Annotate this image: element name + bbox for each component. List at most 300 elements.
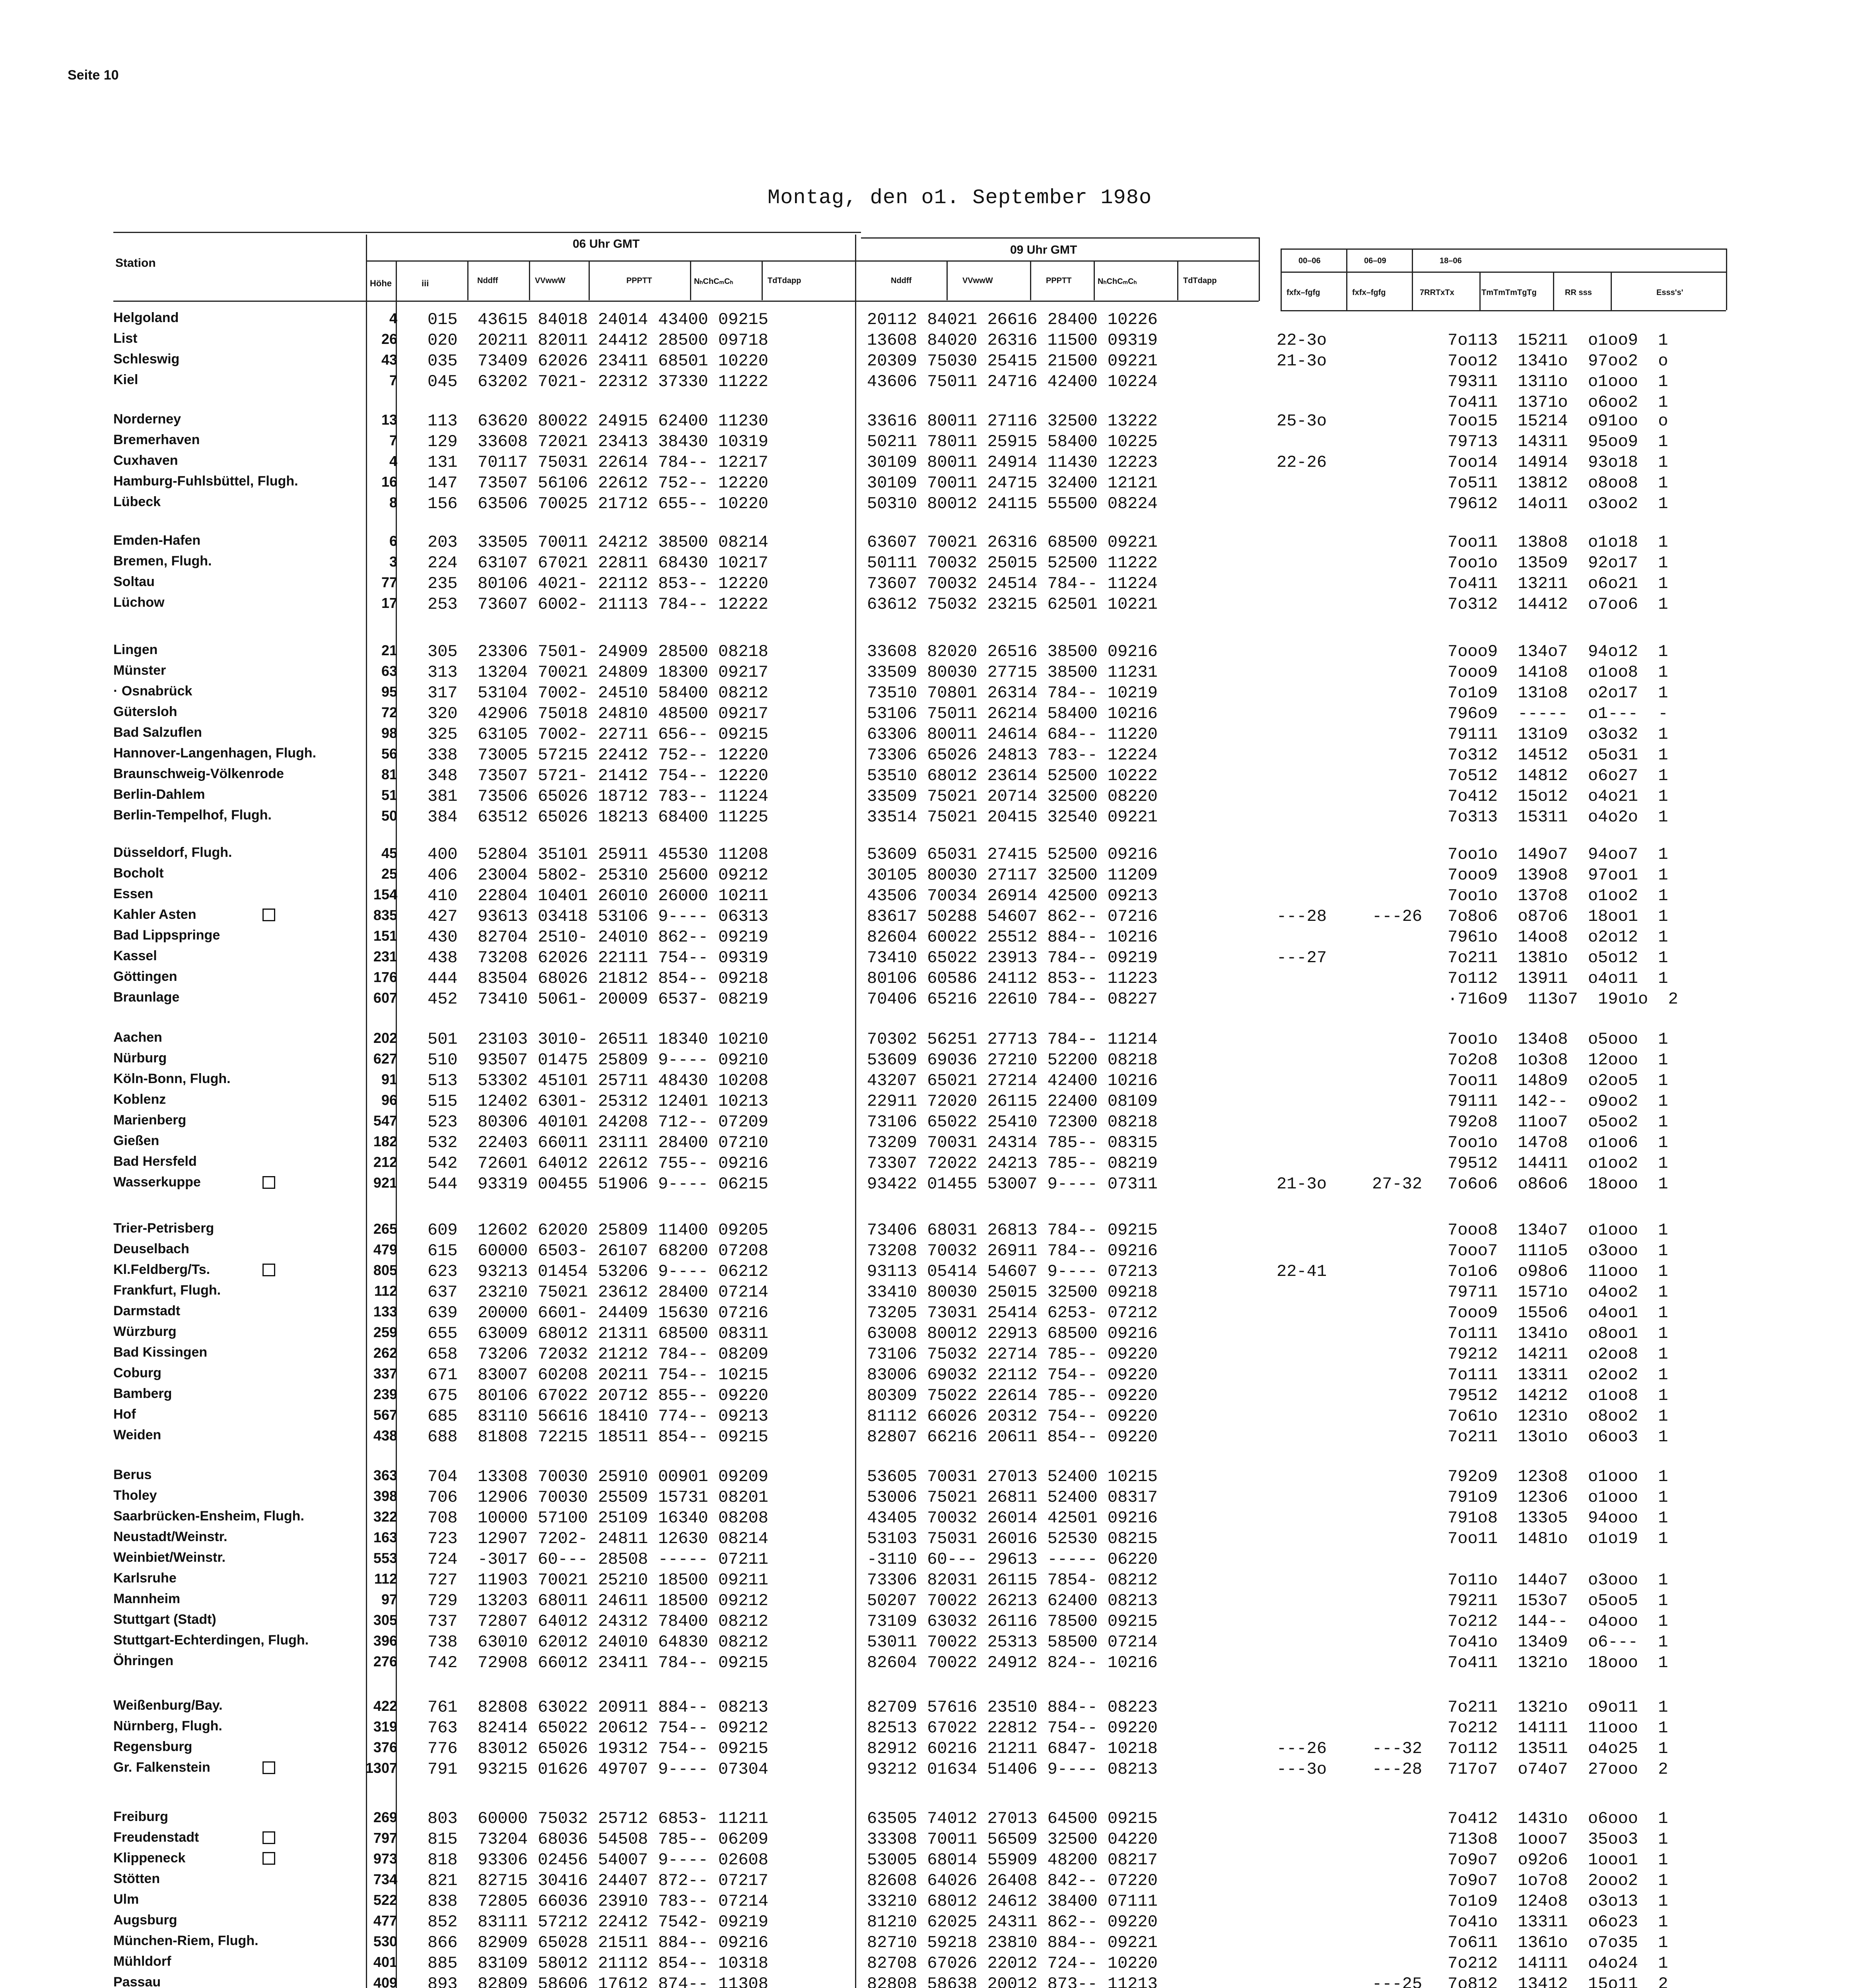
obs-09-utc: 63607 70021 26316 68500 09221 (867, 533, 1158, 552)
station-name: Soltau (113, 574, 155, 589)
obs-09-utc: 33608 82020 26516 38500 09216 (867, 642, 1158, 661)
obs-09-utc: -3110 60--- 29613 ----- 06220 (867, 1550, 1158, 1569)
obs-06-utc: 658 73206 72032 21212 784-- 08209 (428, 1345, 768, 1364)
obs-06-utc: 203 33505 70011 24212 38500 08214 (428, 533, 768, 552)
station-height: 151 (373, 928, 397, 944)
obs-18-06: 7ooo9 155o6 o4oo1 1 (1448, 1303, 1668, 1322)
mountain-station-marker-icon (262, 1852, 275, 1865)
obs-09-utc: 63505 74012 27013 64500 09215 (867, 1809, 1158, 1828)
obs-06-utc: 738 63010 62012 24010 64830 08212 (428, 1633, 768, 1652)
obs-06-utc: 338 73005 57215 22412 752-- 12220 (428, 746, 768, 765)
table-row (0, 886, 1860, 906)
obs-09-utc: 53103 75031 26016 52530 08215 (867, 1529, 1158, 1548)
station-height: 401 (373, 1954, 397, 1970)
station-height: 96 (381, 1092, 397, 1108)
obs-18-06: 7o212 14111 o4o24 1 (1448, 1954, 1668, 1973)
table-row (0, 553, 1860, 573)
obs-18-06: 7o511 13812 o8oo8 1 (1448, 474, 1668, 493)
station-height: 337 (373, 1365, 397, 1382)
table-row (0, 1974, 1860, 1988)
obs-18-06: 7oo11 1481o o1o19 1 (1448, 1529, 1668, 1548)
station-height: 438 (373, 1427, 397, 1444)
obs-06-utc: 737 72807 64012 24312 78400 08212 (428, 1612, 768, 1631)
obs-18-06: 7o611 1361o o7o35 1 (1448, 1933, 1668, 1952)
station-height: 176 (373, 969, 397, 985)
station-name: · Osnabrück (113, 683, 192, 699)
station-height: 627 (373, 1050, 397, 1067)
obs-06-utc: 156 63506 70025 21712 655-- 10220 (428, 494, 768, 513)
table-row (0, 432, 1860, 452)
station-height: 422 (373, 1698, 397, 1714)
table-row (0, 1241, 1860, 1261)
obs-06-utc: 838 72805 66036 23910 783-- 07214 (428, 1892, 768, 1911)
obs-18-06: 7o112 13911 o4o11 1 (1448, 969, 1668, 988)
obs-18-06: 7o412 1431o o6ooo 1 (1448, 1809, 1668, 1828)
obs-09-utc: 73307 72022 24213 785-- 08219 (867, 1154, 1158, 1173)
header-rr-sss: RR sss (1565, 288, 1592, 297)
obs-18-06: 7o111 1341o o8oo1 1 (1448, 1324, 1668, 1343)
obs-09-utc: 82912 60216 21211 6847- 10218 (867, 1739, 1158, 1758)
obs-18-06: 79713 14311 95oo9 1 (1448, 432, 1668, 451)
obs-18-06: 7oo15 15214 o91oo o (1448, 412, 1668, 431)
table-row (0, 1133, 1860, 1153)
obs-09-utc: 50211 78011 25915 58400 10225 (867, 432, 1158, 451)
mountain-station-marker-icon (262, 1761, 275, 1774)
station-height: 112 (374, 1571, 397, 1587)
header-7rrtxtx: 7RRTxTx (1420, 288, 1454, 297)
obs-09-utc: 82708 67026 22012 724-- 10220 (867, 1954, 1158, 1973)
obs-06-utc: 444 83504 68026 21812 854-- 09218 (428, 969, 768, 988)
obs-18-06: 7o41o 13311 o6o23 1 (1448, 1912, 1668, 1932)
obs-18-06: 79211 153o7 o5oo5 1 (1448, 1591, 1668, 1610)
station-name: Koblenz (113, 1092, 166, 1107)
station-height: 98 (381, 725, 397, 741)
table-row (0, 1739, 1860, 1759)
station-name: Aachen (113, 1030, 162, 1045)
station-height: 154 (373, 886, 397, 903)
obs-09-utc: 73106 65022 25410 72300 08218 (867, 1112, 1158, 1132)
obs-06-utc: 729 13203 68011 24611 18500 09212 (428, 1591, 768, 1610)
table-row (0, 1407, 1860, 1427)
table-row (0, 1550, 1860, 1570)
obs-06-utc: 320 42906 75018 24810 48500 09217 (428, 704, 768, 723)
table-row (0, 1488, 1860, 1508)
obs-18-06: 7o8o6 o87o6 18oo1 1 (1448, 907, 1668, 926)
header-06-nchcmch: NₕChCₘCₕ (694, 277, 733, 286)
table-row (0, 1386, 1860, 1406)
obs-18-06: 713o8 1ooo7 35oo3 1 (1448, 1830, 1668, 1849)
station-name: Berlin-Dahlem (113, 787, 205, 802)
station-height: 97 (381, 1591, 397, 1607)
station-name: Münster (113, 663, 166, 678)
station-name: Stuttgart-Echterdingen, Flugh. (113, 1633, 309, 1648)
station-name: Bad Hersfeld (113, 1154, 197, 1169)
obs-06-utc: 818 93306 02456 54007 9---- 02608 (428, 1850, 768, 1870)
table-row (0, 533, 1860, 553)
station-name: Klippeneck (113, 1850, 186, 1866)
obs-06-utc: 410 22804 10401 26010 26000 10211 (428, 886, 768, 905)
table-row (0, 372, 1860, 392)
fxfx-00-06: ---26 (1277, 1739, 1327, 1758)
obs-09-utc: 82709 57616 23510 884-- 08223 (867, 1698, 1158, 1717)
station-name: Hof (113, 1407, 136, 1422)
obs-18-06: 7o1o9 131o8 o2o17 1 (1448, 683, 1668, 703)
station-name: Berus (113, 1467, 152, 1482)
table-row (0, 1324, 1860, 1344)
header-tmtm: TmTmTmTgTg (1481, 288, 1537, 297)
obs-06-utc: 615 60000 6503- 26107 68200 07208 (428, 1241, 768, 1260)
header-09-gmt: 09 Uhr GMT (1010, 243, 1077, 256)
obs-06-utc: 313 13204 70021 24809 18300 09217 (428, 663, 768, 682)
table-row (0, 1933, 1860, 1953)
obs-18-06: 7oo1o 135o9 92o17 1 (1448, 553, 1668, 573)
obs-18-06: 7ooo8 134o7 o1ooo 1 (1448, 1221, 1668, 1240)
obs-18-06: 79512 14411 o1oo2 1 (1448, 1154, 1668, 1173)
obs-06-utc: 803 60000 75032 25712 6853- 11211 (428, 1809, 768, 1828)
obs-18-06: 7oo11 138o8 o1o18 1 (1448, 533, 1668, 552)
station-height: 6 (389, 533, 397, 549)
table-row (0, 310, 1860, 330)
header-06-ppptt: PPPTT (626, 276, 652, 285)
table-row (0, 1871, 1860, 1891)
station-height: 547 (373, 1112, 397, 1129)
station-name: Coburg (113, 1365, 161, 1380)
header-09-vvwww: VVwwW (962, 276, 993, 285)
station-height: 276 (373, 1653, 397, 1670)
table-row (0, 1633, 1860, 1652)
obs-09-utc: 43506 70034 26914 42500 09213 (867, 886, 1158, 905)
table-row (0, 331, 1860, 351)
obs-06-utc: 688 81808 72215 18511 854-- 09215 (428, 1427, 768, 1446)
table-row (0, 1718, 1860, 1738)
station-height: 479 (373, 1241, 397, 1258)
station-height: 734 (373, 1871, 397, 1887)
obs-18-06: 7ooo9 141o8 o1oo8 1 (1448, 663, 1668, 682)
station-name: Lübeck (113, 494, 161, 509)
obs-09-utc: 73209 70031 24314 785-- 08315 (867, 1133, 1158, 1152)
obs-06-utc: 348 73507 5721- 21412 754-- 12220 (428, 766, 768, 785)
station-name: Würzburg (113, 1324, 177, 1339)
station-name: Weiden (113, 1427, 161, 1442)
obs-06-utc: 381 73506 65026 18712 783-- 11224 (428, 787, 768, 806)
obs-18-06: 7o112 13511 o4o25 1 (1448, 1739, 1668, 1758)
header-fxfx-b: fxfx–fgfg (1352, 288, 1386, 297)
header-esss: Esss's' (1656, 288, 1683, 297)
fxfx-00-06: 22-26 (1277, 453, 1327, 472)
obs-09-utc: 73607 70032 24514 784-- 11224 (867, 574, 1158, 593)
obs-09-utc: 53609 69036 27210 52200 08218 (867, 1050, 1158, 1070)
table-row (0, 1112, 1860, 1132)
obs-18-06: 7o211 1321o o9o11 1 (1448, 1698, 1668, 1717)
station-height: 72 (381, 704, 397, 720)
station-height: 51 (381, 787, 397, 803)
table-row (0, 725, 1860, 745)
table-row (0, 1591, 1860, 1611)
header-fxfx-a: fxfx–fgfg (1287, 288, 1320, 297)
obs-06-utc: 761 82808 63022 20911 884-- 08213 (428, 1698, 768, 1717)
fxfx-00-06: 22-3o (1277, 331, 1327, 350)
obs-06-utc: 704 13308 70030 25910 00901 09209 (428, 1467, 768, 1486)
station-name: Braunlage (113, 990, 180, 1005)
station-height: 112 (374, 1283, 397, 1299)
station-name: Bamberg (113, 1386, 172, 1401)
station-height: 56 (381, 746, 397, 762)
obs-06-utc: 406 23004 5802- 25310 25600 09212 (428, 866, 768, 885)
obs-18-06: 7oo14 14914 93o18 1 (1448, 453, 1668, 472)
obs-18-06: 7o111 13311 o2oo2 1 (1448, 1365, 1668, 1384)
station-height: 21 (381, 642, 397, 658)
station-height: 7 (389, 432, 397, 448)
obs-06-utc: 776 83012 65026 19312 754-- 09215 (428, 1739, 768, 1758)
table-row (0, 1283, 1860, 1303)
obs-06-utc: 438 73208 62026 22111 754-- 09319 (428, 948, 768, 967)
station-height: 553 (373, 1550, 397, 1566)
station-height: 530 (373, 1933, 397, 1949)
obs-06-utc: 637 23210 75021 23612 28400 07214 (428, 1283, 768, 1302)
header-period-00-06: 00–06 (1298, 256, 1321, 265)
obs-06-utc: 501 23103 3010- 26511 18340 10210 (428, 1030, 768, 1049)
table-row (0, 474, 1860, 493)
obs-09-utc: 33210 68012 24612 38400 07111 (867, 1892, 1158, 1911)
station-height: 163 (373, 1529, 397, 1545)
obs-18-06: 7oo1o 149o7 94oo7 1 (1448, 845, 1668, 864)
table-row (0, 595, 1860, 615)
obs-06-utc: 623 93213 01454 53206 9---- 06212 (428, 1262, 768, 1281)
obs-18-06: 7oo12 1341o 97oo2 o (1448, 351, 1668, 371)
station-name: Mannheim (113, 1591, 181, 1606)
header-hoehe: Höhe (370, 278, 392, 288)
obs-09-utc: 82604 70022 24912 824-- 10216 (867, 1653, 1158, 1672)
header-06-tdtd: TdTdapp (768, 276, 801, 285)
obs-06-utc: 235 80106 4021- 22112 853-- 12220 (428, 574, 768, 593)
fxfx-06-09: ---28 (1372, 1760, 1423, 1779)
station-height: 1307 (365, 1760, 397, 1776)
station-name: Köln-Bonn, Flugh. (113, 1071, 231, 1086)
station-name: Mühldorf (113, 1954, 171, 1969)
station-height: 45 (381, 845, 397, 861)
obs-06-utc: 452 73410 5061- 20009 6537- 08219 (428, 990, 768, 1009)
station-name: Bocholt (113, 866, 164, 881)
header-period-06-09: 06–09 (1364, 256, 1386, 265)
page-number: Seite 10 (68, 68, 119, 83)
station-name: Passau (113, 1974, 161, 1988)
table-row (0, 663, 1860, 683)
obs-09-utc: 63008 80012 22913 68500 09216 (867, 1324, 1158, 1343)
obs-18-06: 7ooo9 134o7 94o12 1 (1448, 642, 1668, 661)
obs-09-utc: 73205 73031 25414 6253- 07212 (867, 1303, 1158, 1322)
station-height: 363 (373, 1467, 397, 1483)
station-name: List (113, 331, 138, 346)
obs-06-utc: 532 22403 66011 23111 28400 07210 (428, 1133, 768, 1152)
table-row (0, 494, 1860, 514)
station-height: 202 (373, 1030, 397, 1046)
obs-09-utc: 53005 68014 55909 48200 08217 (867, 1850, 1158, 1870)
station-name: Augsburg (113, 1912, 177, 1928)
obs-09-utc: 93212 01634 51406 9---- 08213 (867, 1760, 1158, 1779)
obs-09-utc: 82710 59218 23810 884-- 09221 (867, 1933, 1158, 1952)
mountain-station-marker-icon (262, 909, 275, 921)
obs-18-06: 791o9 123o6 o1ooo 1 (1448, 1488, 1668, 1507)
obs-09-utc: 33509 80030 27715 38500 11231 (867, 663, 1158, 682)
station-height: 212 (373, 1154, 397, 1170)
obs-09-utc: 70406 65216 22610 784-- 08227 (867, 990, 1158, 1009)
obs-09-utc: 81210 62025 24311 862-- 09220 (867, 1912, 1158, 1932)
station-name: Kl.Feldberg/Ts. (113, 1262, 210, 1277)
obs-06-utc: 866 82909 65028 21511 884-- 09216 (428, 1933, 768, 1952)
obs-09-utc: 80309 75022 22614 785-- 09220 (867, 1386, 1158, 1405)
obs-09-utc: 30109 80011 24914 11430 12223 (867, 453, 1158, 472)
station-name: Gießen (113, 1133, 159, 1148)
obs-09-utc: 50111 70032 25015 52500 11222 (867, 553, 1158, 573)
obs-06-utc: 515 12402 6301- 25312 12401 10213 (428, 1092, 768, 1111)
obs-06-utc: 523 80306 40101 24208 712-- 07209 (428, 1112, 768, 1132)
obs-18-06: 7o6o6 o86o6 18ooo 1 (1448, 1175, 1668, 1194)
obs-06-utc: 852 83111 57212 22412 7542- 09219 (428, 1912, 768, 1932)
obs-06-utc: 131 70117 75031 22614 784-- 12217 (428, 453, 768, 472)
table-row (0, 948, 1860, 968)
station-name: Trier-Petrisberg (113, 1221, 214, 1236)
obs-09-utc: 33509 75021 20714 32500 08220 (867, 787, 1158, 806)
station-name: Stuttgart (Stadt) (113, 1612, 216, 1627)
obs-09-utc: 20309 75030 25415 21500 09221 (867, 351, 1158, 371)
table-row (0, 1892, 1860, 1912)
station-name: Bremen, Flugh. (113, 553, 212, 569)
station-height: 3 (389, 553, 397, 570)
table-row (0, 990, 1860, 1010)
station-name: Stötten (113, 1871, 160, 1886)
obs-09-utc: 83617 50288 54607 862-- 07216 (867, 907, 1158, 926)
obs-09-utc: 33616 80011 27116 32500 13222 (867, 412, 1158, 431)
header-period-18-06: 18–06 (1440, 256, 1462, 265)
obs-09-utc: 93113 05414 54607 9---- 07213 (867, 1262, 1158, 1281)
table-row (0, 1954, 1860, 1974)
header-06-gmt: 06 Uhr GMT (573, 237, 640, 250)
fxfx-00-06: 21-3o (1277, 1175, 1327, 1194)
obs-18-06: 7oo1o 134o8 o5ooo 1 (1448, 1030, 1668, 1049)
mountain-station-marker-icon (262, 1831, 275, 1844)
station-name: Öhringen (113, 1653, 174, 1668)
table-row (0, 574, 1860, 594)
fxfx-00-06: ---3o (1277, 1760, 1327, 1779)
header-station: Station (115, 256, 156, 270)
station-height: 63 (381, 663, 397, 679)
obs-18-06: ·716o9 113o7 19o1o 2 (1448, 990, 1678, 1009)
obs-09-utc: 73306 65026 24813 783-- 12224 (867, 746, 1158, 765)
fxfx-06-09: ---26 (1372, 907, 1423, 926)
station-height: 8 (389, 494, 397, 511)
header-06-vvwww: VVwwW (535, 276, 566, 285)
fxfx-06-09: ---25 (1372, 1974, 1423, 1988)
obs-09-utc: 22911 72020 26115 22400 08109 (867, 1092, 1158, 1111)
obs-06-utc: 609 12602 62020 25809 11400 09205 (428, 1221, 768, 1240)
obs-18-06: 7o211 13o1o o6oo3 1 (1448, 1427, 1668, 1446)
obs-18-06: 79612 14o11 o3oo2 1 (1448, 494, 1668, 513)
obs-09-utc: 30105 80030 27117 32500 11209 (867, 866, 1158, 885)
obs-09-utc: 73106 75032 22714 785-- 09220 (867, 1345, 1158, 1364)
station-height: 7 (389, 372, 397, 388)
obs-06-utc: 325 63105 7002- 22711 656-- 09215 (428, 725, 768, 744)
station-name: Ulm (113, 1892, 139, 1907)
obs-09-utc: 53510 68012 23614 52500 10222 (867, 766, 1158, 785)
station-height: 398 (373, 1488, 397, 1504)
table-row (0, 1529, 1860, 1549)
obs-18-06: 7o512 14812 o6o27 1 (1448, 766, 1668, 785)
station-name: Weißenburg/Bay. (113, 1698, 223, 1713)
obs-18-06: 7oo1o 147o8 o1oo6 1 (1448, 1133, 1668, 1152)
station-name: Freiburg (113, 1809, 168, 1824)
obs-09-utc: 80106 60586 24112 853-- 11223 (867, 969, 1158, 988)
station-name: Helgoland (113, 310, 179, 325)
station-height: 231 (373, 948, 397, 965)
fxfx-00-06: 21-3o (1277, 351, 1327, 371)
obs-18-06: 7o411 13211 o6o21 1 (1448, 574, 1668, 593)
obs-06-utc: 317 53104 7002- 24510 58400 08212 (428, 683, 768, 703)
table-row (0, 412, 1860, 431)
obs-06-utc: 430 82704 2510- 24010 862-- 09219 (428, 928, 768, 947)
station-height: 50 (381, 808, 397, 824)
header-09-nddff: Nddff (891, 276, 912, 285)
obs-06-utc: 815 73204 68036 54508 785-- 06209 (428, 1830, 768, 1849)
obs-18-06: 79311 1311o o1ooo 1 (1448, 372, 1668, 391)
station-name: Düsseldorf, Flugh. (113, 845, 232, 860)
header-09-ppptt: PPPTT (1046, 276, 1072, 285)
obs-06-utc: 791 93215 01626 49707 9---- 07304 (428, 1760, 768, 1779)
table-row (0, 1612, 1860, 1632)
obs-09-utc: 83006 69032 22112 754-- 09220 (867, 1365, 1158, 1384)
obs-09-utc: 82513 67022 22812 754-- 09220 (867, 1718, 1158, 1738)
station-name: Kahler Asten (113, 907, 196, 922)
station-name: Bad Salzuflen (113, 725, 202, 740)
obs-18-06: 7o113 15211 o1oo9 1 (1448, 331, 1668, 350)
table-row (0, 642, 1860, 662)
obs-09-utc: 13608 84020 26316 11500 09319 (867, 331, 1158, 350)
document-date: Montag, den o1. September 198o (768, 186, 1152, 210)
obs-09-utc: 81112 66026 20312 754-- 09220 (867, 1407, 1158, 1426)
station-height: 805 (373, 1262, 397, 1278)
obs-18-06: 7o211 1381o o5o12 1 (1448, 948, 1668, 967)
mountain-station-marker-icon (262, 1264, 275, 1276)
station-height: 265 (373, 1221, 397, 1237)
station-name: Göttingen (113, 969, 177, 984)
obs-09-utc: 70302 56251 27713 784-- 11214 (867, 1030, 1158, 1049)
station-name: Kassel (113, 948, 157, 963)
station-height: 43 (381, 351, 397, 368)
obs-06-utc: 727 11903 70021 25210 18500 09211 (428, 1571, 768, 1590)
obs-06-utc: 671 83007 60208 20211 754-- 10215 (428, 1365, 768, 1384)
station-height: 522 (373, 1892, 397, 1908)
obs-06-utc: 893 82809 58606 17612 874-- 11308 (428, 1974, 768, 1988)
obs-06-utc: 513 53302 45101 25711 48430 10208 (428, 1071, 768, 1090)
obs-06-utc: 224 63107 67021 22811 68430 10217 (428, 553, 768, 573)
obs-18-06: 79111 131o9 o3o32 1 (1448, 725, 1668, 744)
obs-09-utc: 20112 84021 26616 28400 10226 (867, 310, 1158, 329)
table-row (0, 1427, 1860, 1447)
obs-18-06: 7o812 13412 15o11 2 (1448, 1974, 1668, 1988)
obs-06-utc: 708 10000 57100 25109 16340 08208 (428, 1508, 768, 1528)
station-name: Marienberg (113, 1112, 187, 1128)
station-height: 797 (373, 1830, 397, 1846)
table-row (0, 1830, 1860, 1850)
obs-18-06: 7o312 14512 o5o31 1 (1448, 746, 1668, 765)
table-row (0, 1030, 1860, 1050)
obs-09-utc: 82604 60022 25512 884-- 10216 (867, 928, 1158, 947)
obs-18-06: 7o411 1371o o6oo2 1 (1448, 393, 1668, 412)
obs-09-utc: 73208 70032 26911 784-- 09216 (867, 1241, 1158, 1260)
station-name: Karlsruhe (113, 1571, 177, 1586)
obs-09-utc: 82608 64026 26408 842-- 07220 (867, 1871, 1158, 1890)
station-name: Freudenstadt (113, 1830, 199, 1845)
obs-18-06: 792o9 123o8 o1ooo 1 (1448, 1467, 1668, 1486)
